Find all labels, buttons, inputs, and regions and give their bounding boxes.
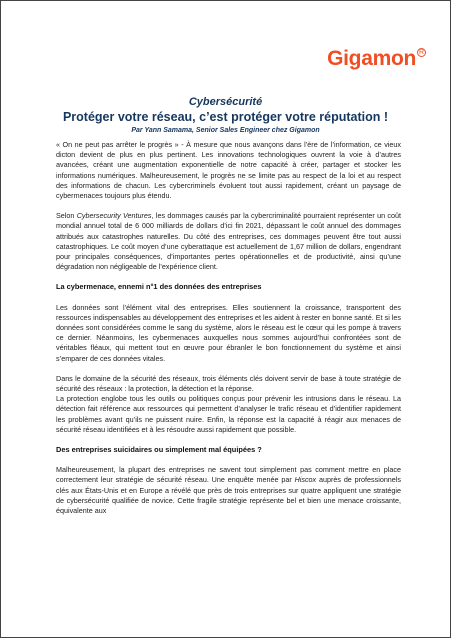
paragraph-protection-detection: La protection englobe tous les outils ou politiques conçus pour prévenir les intrusions dans le réseau. La détection fait référence aux ressources qui permettent d’analyser le trafic réseau et d’identifier rapidement les problèmes avant qu’ils ne puissent nuire. Enfin, la réponse est la capacité à réagir aux menaces de sécurité réseau identifiées et à les résoudre aussi rapidement que possible.	[56, 394, 401, 434]
article-body	[56, 140, 401, 526]
paragraph-cost-rest: , les dommages causés par la cybercriminalité pourraient représenter un coût mondial annuel total de 6 000 milliards de dollars d’ici fin 2021, dépassant le coût annuel des dommages attribués aux catastrophes naturelles. Du côté des entreprises, ces dommages peuvent être tout aussi catastrophiques. Le coût moyen d’une cyberattaque est actuellement de 1,67 million de dollars, engendrant pour principales conséquences, d’importantes pertes opérationnelles et de productivité, ainsi qu’une dégradation non négligeable de l’expérience client.	[56, 211, 402, 272]
paragraph-cost	[56, 211, 401, 272]
section-heading-cybermenace: La cybermenace, ennemi n°1 des données des entreprises	[56, 282, 262, 292]
paragraph-three-elements: Dans le domaine de la sécurité des réseaux, trois éléments clés doivent servir de base à toute stratégie de sécurité des réseaux : la protection, la détection et la réponse.	[56, 373, 401, 394]
gigamon-logo	[327, 47, 426, 71]
registered-mark-icon: R	[418, 49, 425, 56]
paragraph-hiscox-prefix: Malheureusement, la plupart des entreprises ne savent tout simplement pas comment mettre en place correctement leur stratégie de sécurité réseau. Une enquête menée par	[56, 465, 401, 485]
paragraph-intro: « On ne peut pas arrêter le progrès » - À mesure que nous avançons dans l’ère de l’information, ce vieux dicton devient de plus en plus pertinent. Les innovations technologiques ouvrent la voie à d’autres avancées, créant une augmentation exponentielle de notre capacité à créer, partager et stocker les informations numériques. Malheureusement, le progrès ne se limite pas au respect de la loi et au respect des informations de chacun. Les cybercriminels évoluent tout aussi rapidement, créant un paysage de cybermenaces toujours plus étendu.	[56, 140, 401, 201]
article-header	[1, 96, 450, 134]
paragraph-hiscox	[56, 465, 401, 516]
article-byline: Par Yann Samama, Senior Sales Engineer chez Gigamon	[131, 127, 320, 134]
source-hiscox: Hiscox	[294, 475, 317, 485]
paragraph-cost-prefix: Selon	[56, 211, 77, 221]
paragraph-hiscox-rest: auprès de professionnels clés aux États-Unis et en Europe a révélé que près de trois entreprises sur quatre appliquent une stratégie de cybersécurité qualifiée de novice. Cette fragile stratégie représente bel et bien une menace croissante, équivalente aux	[56, 475, 401, 516]
source-cybersecurity-ventures: Cybersecurity Ventures	[76, 211, 152, 221]
article-kicker: Cybersécurité	[188, 96, 263, 108]
paragraph-data-vital: Les données sont l’élément vital des entreprises. Elles soutiennent la croissance, transportent des ressources indispensables au développement des entreprises et les aident à rester en bonne santé. Et si les données sont considérées comme le sang du système, alors le réseau est le cœur qui les pompe à travers ce dernier. Néanmoins, les cybermenaces auxquelles nous sommes aujourd’hui confrontées sont de véritables fléaux, qui mettent tout en œuvre pour ébranler le bon fonctionnement du système et ainsi s’emparer de ces données vitales.	[56, 302, 401, 363]
section-heading-entreprises: Des entreprises suicidaires ou simplement mal équipées ?	[56, 445, 262, 455]
article-title: Protéger votre réseau, c’est protéger votre réputation !	[62, 110, 389, 124]
logo-wordmark: Gigamon	[327, 47, 416, 70]
